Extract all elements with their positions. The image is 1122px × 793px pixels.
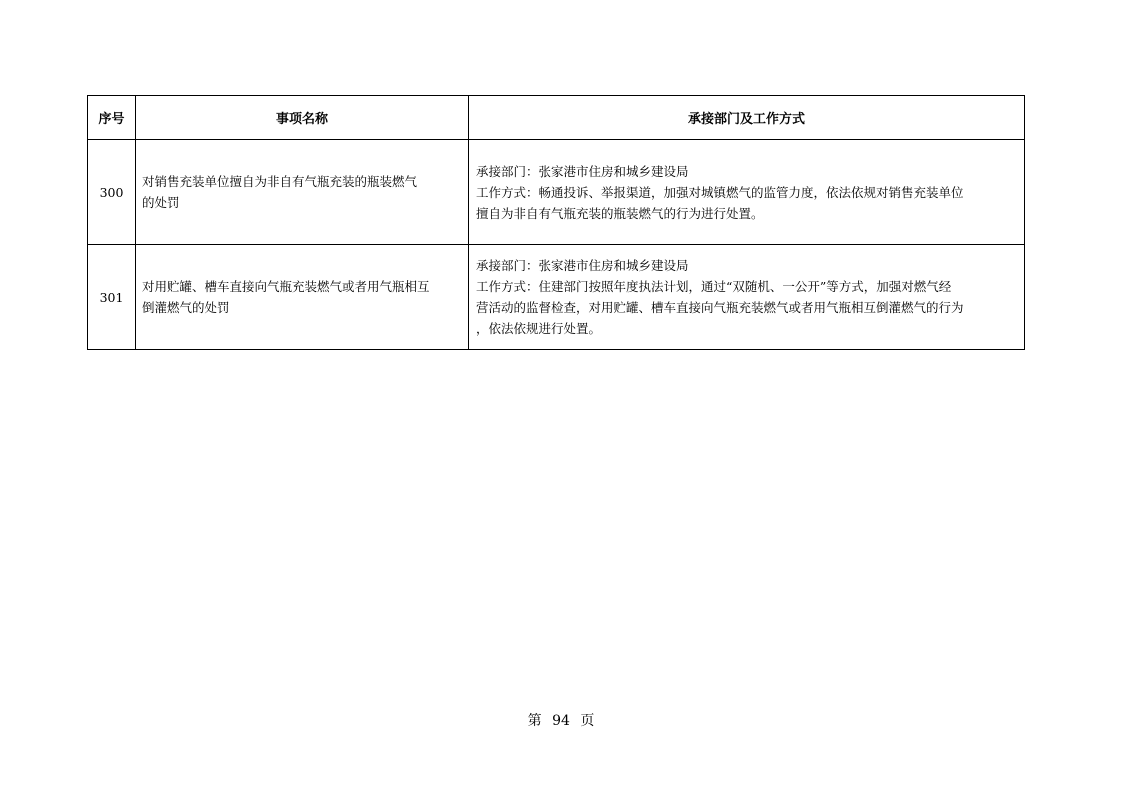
row-matter-name <box>136 245 469 350</box>
table-header-row <box>88 96 1025 140</box>
header-serial-number: 序号 <box>88 96 136 140</box>
department-method-line: ，依法依规进行处置。 <box>476 321 602 336</box>
department-method-line: 营活动的监督检查，对用贮罐、槽车直接向气瓶充装燃气或者用气瓶相互倒灌燃气的行为 <box>476 300 964 315</box>
page-number: 94 <box>552 713 570 729</box>
row-department-method <box>469 140 1025 245</box>
header-department-method: 承接部门及工作方式 <box>469 96 1025 140</box>
row-department-method <box>469 245 1025 350</box>
department-method-line: 工作方式：畅通投诉、举报渠道，加强对城镇燃气的监管力度，依法依规对销售充装单位 <box>476 184 964 200</box>
page-number-footer <box>0 710 1122 730</box>
matter-name-line: 对销售充装单位擅自为非自有气瓶充装的瓶装燃气 <box>142 174 418 189</box>
matter-name-line: 的处罚 <box>142 195 180 210</box>
table-row <box>88 140 1025 245</box>
header-matter-name: 事项名称 <box>136 96 469 140</box>
page-suffix: 页 <box>580 713 595 729</box>
department-method-line: 工作方式：住建部门按照年度执法计划，通过“双随机、一公开”等方式，加强对燃气经 <box>476 279 952 294</box>
department-method-line: 承接部门：张家港市住房和城乡建设局 <box>476 163 689 179</box>
row-serial-number: 300 <box>88 140 136 245</box>
matter-name-line: 倒灌燃气的处罚 <box>142 300 230 315</box>
page-prefix: 第 <box>527 713 542 729</box>
row-serial-number: 301 <box>88 245 136 350</box>
matters-table <box>87 95 1025 350</box>
department-method-line: 擅自为非自有气瓶充装的瓶装燃气的行为进行处置。 <box>476 205 764 221</box>
row-matter-name <box>136 140 469 245</box>
department-method-line: 承接部门：张家港市住房和城乡建设局 <box>476 258 689 273</box>
table-row <box>88 245 1025 350</box>
matter-name-line: 对用贮罐、槽车直接向气瓶充装燃气或者用气瓶相互 <box>142 279 430 294</box>
